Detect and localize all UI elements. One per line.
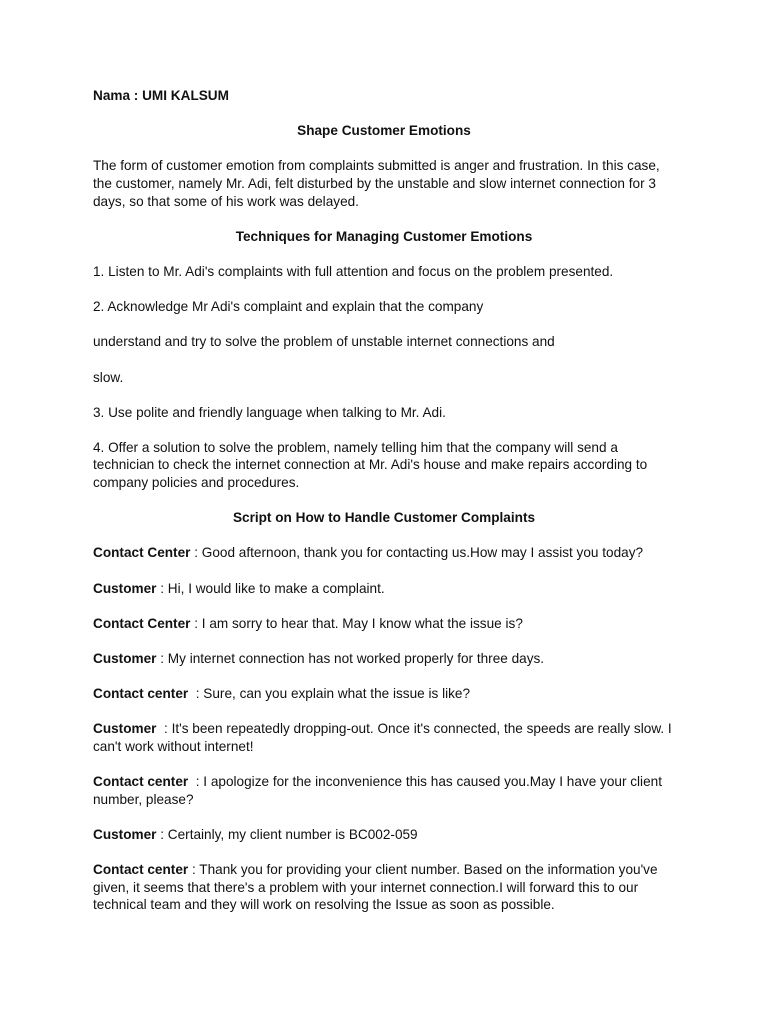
dialogue-text: I apologize for the inconvenience this has caused you.May I have your client number, please? <box>93 774 662 807</box>
section-title-script: Script on How to Handle Customer Complaints <box>232 510 536 526</box>
dialogue-line <box>93 720 675 755</box>
dialogue-line <box>93 861 675 914</box>
dialogue-separator: : <box>190 545 202 561</box>
dialogue-speaker: Customer <box>93 651 157 666</box>
technique-item: 4. Offer a solution to solve the problem, namely telling him that the company will send a technician to check the internet connection at Mr. Adi's house and make repairs according to company policies and procedures. <box>93 439 648 491</box>
dialogue-separator: : <box>190 615 202 631</box>
technique-item: 3. Use polite and friendly language when talking to Mr. Adi. <box>93 404 446 420</box>
dialogue-text: It's been repeatedly dropping-out. Once it's connected, the speeds are really slow. I can't work without internet! <box>93 721 672 754</box>
dialogue-speaker: Customer <box>93 826 157 842</box>
dialogue-text: Good afternoon, thank you for contacting us.How may I assist you today? <box>201 545 644 561</box>
name-value: UMI KALSUM <box>142 88 229 103</box>
dialogue-speaker: Contact center <box>93 862 189 878</box>
technique-item: 2. Acknowledge Mr Adi's complaint and explain that the company <box>93 299 484 315</box>
dialogue-separator: : <box>188 686 204 702</box>
dialogue-line <box>93 826 675 844</box>
dialogue-speaker: Contact Center <box>93 545 191 561</box>
dialogue-separator: : <box>156 651 168 666</box>
dialogue-speaker: Contact center <box>93 774 189 790</box>
dialogue-text: Thank you for providing your client number. Based on the information you've given, it seems that there's a problem with your internet connection.I will forward this to our technical team and they will work on resolving the Issue as soon as possible. <box>93 862 658 913</box>
dialogue-separator: : <box>188 862 200 878</box>
dialogue-text: Certainly, my client number is BC002-059 <box>167 826 418 842</box>
dialogue-speaker: Contact center <box>93 686 189 702</box>
dialogue-speaker: Contact Center <box>93 615 191 631</box>
dialogue-line <box>93 544 675 562</box>
technique-item: 1. Listen to Mr. Adi's complaints with full attention and focus on the problem presented. <box>93 263 614 279</box>
dialogue-text: My internet connection has not worked properly for three days. <box>167 651 545 666</box>
dialogue-line <box>93 685 675 703</box>
section-title-techniques: Techniques for Managing Customer Emotions <box>235 228 533 244</box>
dialogue-line <box>93 650 675 668</box>
technique-item: slow. <box>93 369 124 385</box>
dialogue-separator: : <box>156 826 168 842</box>
dialogue-line <box>93 773 675 808</box>
technique-item: understand and try to solve the problem of unstable internet connections and <box>93 334 555 350</box>
section-title-emotions: Shape Customer Emotions <box>297 123 471 139</box>
dialogue-separator: : <box>156 721 172 737</box>
document-page <box>93 87 675 932</box>
dialogue-speaker: Customer <box>93 580 157 596</box>
dialogue-separator: : <box>156 580 168 596</box>
student-name-line <box>93 87 675 105</box>
emotion-paragraph: The form of customer emotion from complaints submitted is anger and frustration. In this case, the customer, namely Mr. Adi, felt disturbed by the unstable and slow internet connection for 3 days, so that some of his work was delayed. <box>93 158 660 209</box>
dialogue-speaker: Customer <box>93 721 157 737</box>
dialogue-separator: : <box>188 774 204 790</box>
dialogue-line <box>93 615 675 633</box>
dialogue-line <box>93 580 675 598</box>
name-label: Nama : <box>93 88 143 103</box>
dialogue-text: I am sorry to hear that. May I know what the issue is? <box>201 615 523 631</box>
dialogue-text: Sure, can you explain what the issue is like? <box>203 686 471 702</box>
dialogue-text: Hi, I would like to make a complaint. <box>167 580 385 596</box>
